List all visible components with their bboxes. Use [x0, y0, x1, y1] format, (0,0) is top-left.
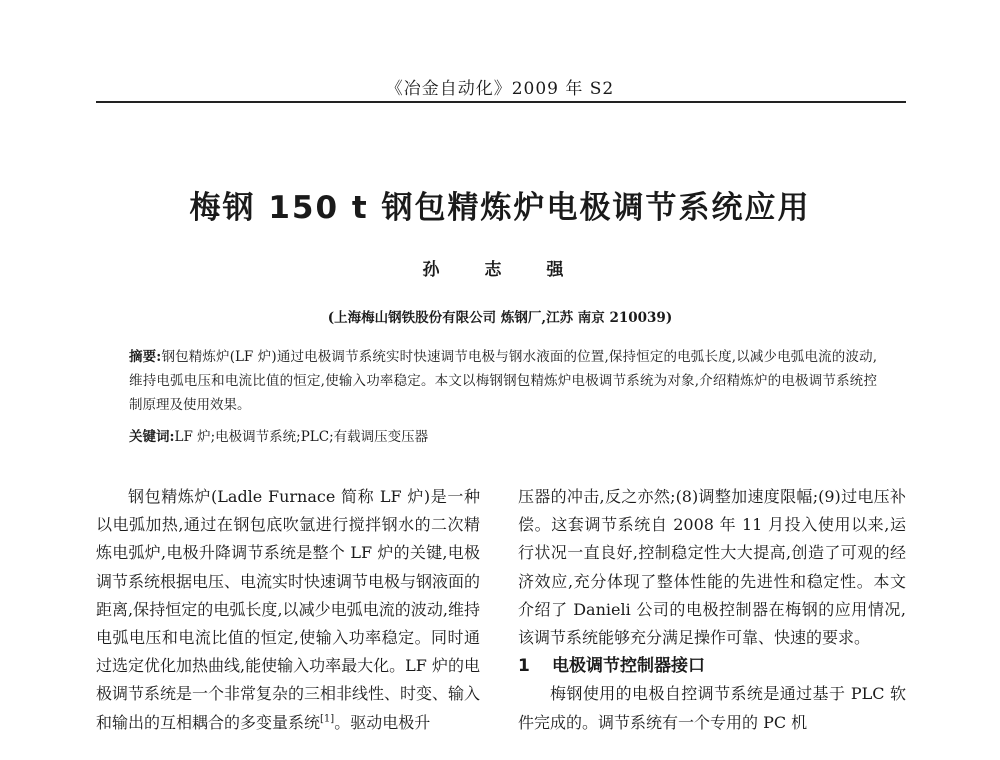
keywords: [129, 426, 877, 448]
reference-marker: [1]: [320, 713, 335, 725]
section-number: 1: [518, 656, 530, 677]
abstract-label: 摘要:: [129, 349, 162, 365]
header-rule: [96, 101, 906, 103]
body-paragraph: 压器的冲击,反之亦然;(8)调整加速度限幅;(9)过电压补偿。这套调节系统自 2008 年 11 月投入使用以来,运行状况一直良好,控制稳定性大大提高,创造了可观的经济效应,充分体现了整体性能的先进性和稳定性。本文介绍了 Danieli 公司的电极控制器在梅钢的应用情况,该调节系统能够充分满足操作可靠、快速的要求。: [518, 487, 906, 648]
section-heading: [518, 652, 906, 680]
body-right-column: [518, 483, 906, 737]
section-paragraph: 梅钢使用的电极自控调节系统是通过基于 PLC 软件完成的。调节系统有一个专用的 PC 机: [518, 684, 906, 732]
body-left-column: [96, 483, 480, 737]
body-paragraph: [96, 483, 480, 737]
section-title: 电极调节控制器接口: [552, 656, 705, 677]
abstract-text: 钢包精炼炉(LF 炉)通过电极调节系统实时快速调节电极与钢水液面的位置,保持恒定的电弧长度,以减少电弧电流的波动,维持电弧电压和电流比值的恒定,使输入功率稳定。本文以梅钢钢包精炼炉电极调节系统为对象,介绍精炼炉的电极调节系统控制原理及使用效果。: [129, 349, 878, 413]
keywords-label: 关键词:: [129, 429, 175, 445]
journal-header: 《冶金自动化》2009 年 S2: [385, 79, 615, 99]
body-text: 钢包精炼炉(Ladle Furnace 简称 LF 炉)是一种以电弧加热,通过在钢包底吹氩进行搅拌钢水的二次精炼电弧炉,电极升降调节系统是整个 LF 炉的关键,电极调节系统根据电压、电流实时快速调节电极与钢液面的距离,保持恒定的电弧长度,以减少电弧电流的波动,维持电弧电压和电流比值的恒定,使输入功率稳定。同时通过选定优化加热曲线,能使输入功率最大化。LF 炉的电极调节系统是一个非常复杂的三相非线性、时变、输入和输出的互相耦合的多变量系统: [96, 487, 481, 732]
keywords-text: LF 炉;电极调节系统;PLC;有载调压变压器: [174, 429, 429, 445]
affiliation: (上海梅山钢铁股份有限公司 炼钢厂,江苏 南京 210039): [327, 310, 673, 326]
paper-title: 梅钢 150 t 钢包精炼炉电极调节系统应用: [189, 190, 811, 226]
abstract: [129, 345, 877, 417]
author: 孙 志 强: [422, 260, 578, 280]
body-text-tail: 。驱动电极升: [334, 712, 431, 732]
